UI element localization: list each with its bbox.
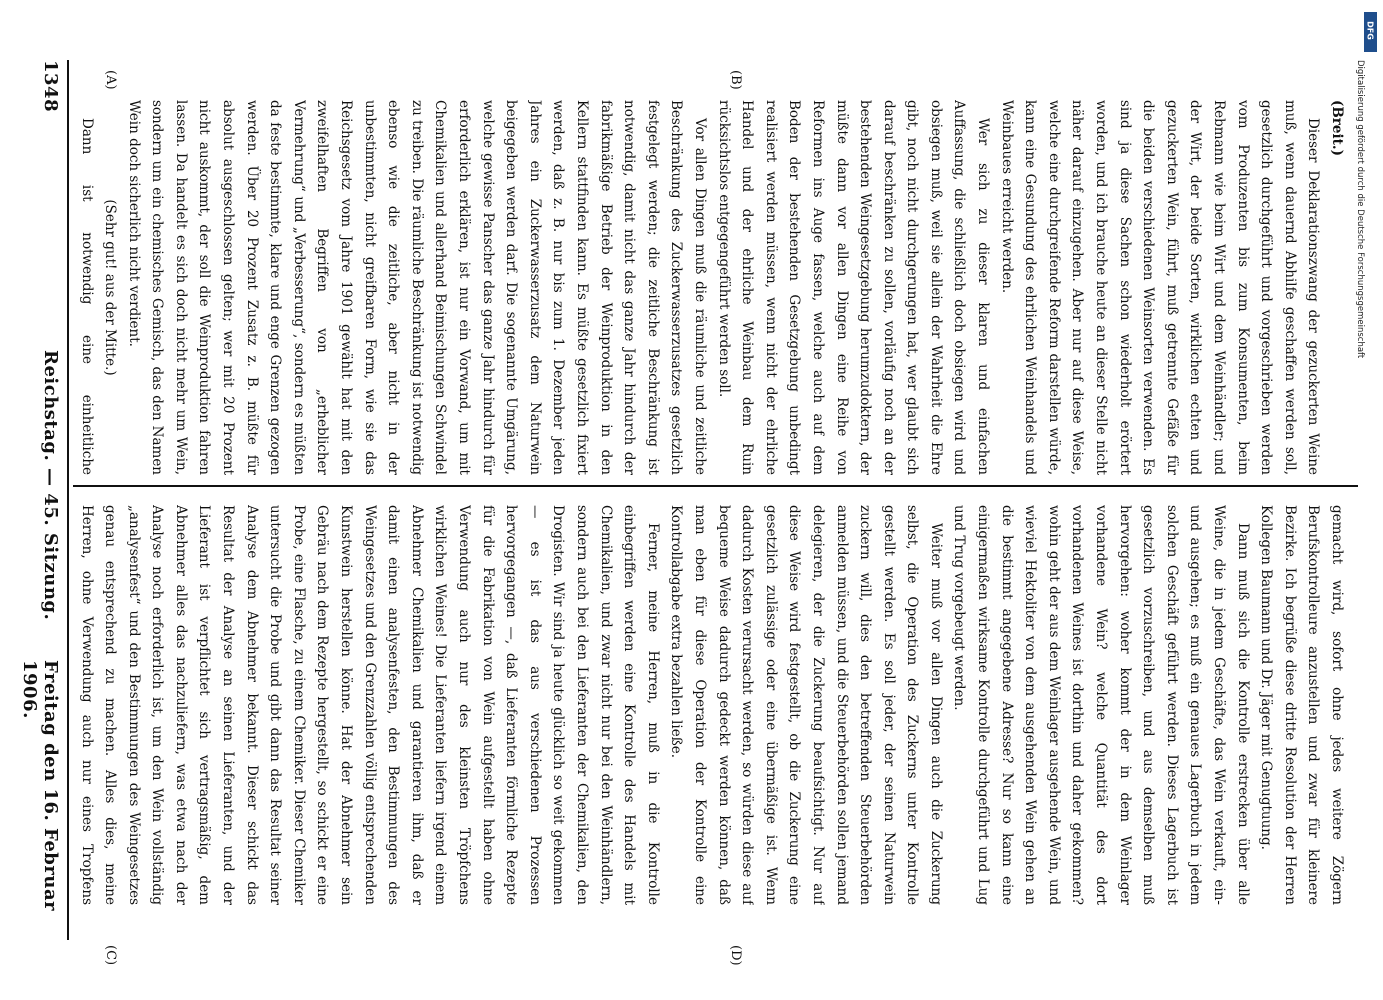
interjection: (Sehr gut! aus der Mitte.) [102, 199, 119, 376]
sitting-title: Reichstag. — 45. Sitzung. [40, 350, 61, 621]
header-rule [67, 60, 69, 940]
paragraph: Ferner, meine Herren, muß in die Kontrolle einbegriffen werden eine Kontrolle des Handels mit Chemikalien, und zwar nicht nur bei den Weinhändlern, sondern auch bei den Lieferanten der Chemikalien, den Drogisten. Wir sind ja heute glücklich so weit gekommen — es ist das aus verschiedenen Prozessen hervorgegangen —, daß Lieferanten förmliche Rezepte für die Fabrikation von Wein aufgestellt haben ohne Verwendung auch nur des kleinsten Tröpfchens wirklichen Weines! Die Lieferanten liefern irgend einem Abnehmer Chemikalien und garantieren ihm, daß er damit einen analysenfesten, den Bestimmungen des Weingesetzes und den Grenzzahlen völlig entsprechenden Kunstwein herstellen könne. Hat der Abnehmer sein Gebräu nach dem Rezepte hergestellt, so schickt er eine Probe, eine Flasche, zu einem Chemiker. Dieser Chemiker untersucht die Probe und gibt dann das Resultat seiner Analyse dem Abnehmer bekannt. Dieser schickt das Resultat der Analyse an seinen Lieferanten, und der Lieferant ist verpflichtet sich vertragsmäßig, dem Abnehmer alles das nachzuliefern, was etwa nach der Analyse noch erforderlich ist, um den Wein vollständig „analysenfest“ und den Bestimmungen des Weingesetzes genau entsprechend zu machen. Alles dies, meine Herren, ohne Verwendung auch nur eines Tropfens [78, 505, 661, 905]
margin-marker-b: (B) [728, 70, 743, 90]
paragraph: Weiter muß vor allen Dingen auch die Zuckerung selbst, die Operation des Zuckerns unter Kontrolle gestellt werden. Es soll jeder, der seinen Naturwein zuckern will, dies den betreffenden Steuerbehörden anmelden müssen, und die Steuerbehörden sollen jemand delegieren, der die Zuckerung beaufsichtigt. Nur auf diese Weise wird festgestellt, ob die Zuckerung eine gesetzlich zulässige oder eine übermäßige ist. Wenn dadurch Kosten verursacht werden, so würden diese auf bequeme Weise dadurch gedeckt werden können, daß man eben für diese Operation der Kontrolle eine Kontrollabgabe extra bezahlen ließe. [668, 505, 944, 905]
credit-text: Digitalisierung gefördert durch die Deutsche Forschungsgemeinschaft [1355, 60, 1365, 359]
left-text-column [78, 100, 1348, 475]
paragraph: Wer sich zu dieser klaren und einfachen Auffassung, die schließlich doch obsiegen wird und obsiegen muß, weil sie allein der Wahrheit die Ehre gibt, noch nicht durchgerungen hat, wer glaubt sich darauf beschränken zu sollen, vorläufig noch an der bestehenden Weingesetzgebung herumzudoktern, der müßte dann vor allen Dingen eine Reihe von Reformen ins Auge fassen, welche auch auf dem Boden der bestehenden Gesetzgebung unbedingt realisiert werden müssen, wenn nicht der ehrliche Handel und der ehrliche Weinbau dem Ruin rücksichtslos entgegengeführt werden soll. [715, 100, 992, 475]
paragraph: Vor allen Dingen muß die räumliche und zeitliche Beschränkung des Zuckerwasserzusatzes gesetzlich festgelegt werden; die zeitliche Beschränkung ist notwendig, damit nicht das ganze Jahr hindurch der fabrikmäßige Betrieb der Weinproduktion in den Kellern stattfinden kann. Es müßte gesetzlich fixiert werden, daß z. B. nur bis zum 1. Dezember jeden Jahres ein Zuckerwasserzusatz dem Naturwein beigegeben werden darf. Die sogenannte Umgärung, welche gewisse Panscher das ganze Jahr hindurch für erforderlich erklären, ist nur ein Vorwand, um mit Chemikalien und allerhand Beimischungen Schwindel zu treiben. Die räumliche Beschränkung ist notwendig ebenso wie die zeitliche, aber nicht in der unbestimmten, nicht greifbaren Form, wie sie das Reichsgesetz vom Jahre 1901 gewählt hat mit den zweifelhaften Begriffen von „erheblicher Vermehrung“ und „Verbesserung“, sondern es müßten da feste bestimmte, klare und enge Grenzen gezogen werden. Über 20 Prozent Zusatz z. B. müßte für absolut ausgeschlossen gelten; wer mit 20 Prozent nicht auskommt, der soll die Weinproduktion fahren lassen. Da handelt es sich doch nicht mehr um Wein, sondern um ein chemisches Gemisch, das den Namen Wein doch sicherlich nicht verdient. [125, 100, 708, 475]
page-header [19, 60, 61, 940]
paragraph: Dann ist notwendig eine einheitliche [78, 118, 95, 475]
speaker-label: (Breit.) [1329, 100, 1345, 156]
margin-marker-d: (D) [728, 945, 743, 966]
dfg-logo-text: DFG [1365, 21, 1375, 40]
dfg-logo [1364, 12, 1377, 52]
column-divider [73, 485, 1358, 487]
paragraph: Dieser Deklarationszwang der gezuckerten Weine muß, wenn dauernd Abhilfe geschaffen werden soll, gesetzlich durchgeführt und vorgeschrieben werden vom Produzenten bis zum Konsumenten, beim Rebmann wie beim Wirt und dem Weinhändler; und der Wirt, der beide Sorten, wirklichen echten und gezuckerten Wein, führt, muß getrennte Gefäße für die beiden verschiedenen Weinsorten verwenden. Es sind ja diese Sachen schon wiederholt erörtert worden, und ich brauche heute an dieser Stelle nicht näher darauf einzugehen. Aber nur auf diese Weise, welche eine durchgreifende Reform darstellen würde, kann eine Gesundung des ehrlichen Weinhandels und Weinbaues erreicht werden. [998, 100, 1322, 475]
sitting-date: Freitag den 16. Februar 1906. [19, 660, 61, 912]
right-text-column [78, 505, 1348, 905]
margin-marker-a: (A) [103, 70, 118, 90]
page-number: 1348 [40, 60, 61, 113]
paragraph: Dann muß sich die Kontrolle erstrecken über alle Weine, die in jedem Geschäfte, das Wein verkauft, ein- und ausgehen; es muß ein genaues Lagerbuch in jedem solchen Geschäft geführt werden. Dieses Lagerbuch ist gesetzlich vorzuschreiben, und aus demselben muß hervorgehen: woher kommt der in dem Weinlager vorhandene Wein? welche Quantität des dort vorhandenen Weines ist dorthin und daher gekommen? wohin geht der aus dem Weinlager ausgehende Wein, und wieviel Hektoliter von dem ausgehenden Wein gehen an die bestimmt angegebene Adresse? Nur so kann eine einigermaßen wirksame Kontrolle durchgeführt und Lug und Trug vorgebeugt werden. [951, 505, 1251, 905]
paragraph: gemacht wird, sofort ohne jedes weitere Zögern Berufskontrolleure anzustellen und zwar für kleinere Bezirke. Ich begrüße diese dritte Resolution der Herren Kollegen Baumann und Dr. Jäger mit Genugtuung. [1258, 505, 1345, 905]
margin-marker-c: (C) [103, 945, 118, 966]
